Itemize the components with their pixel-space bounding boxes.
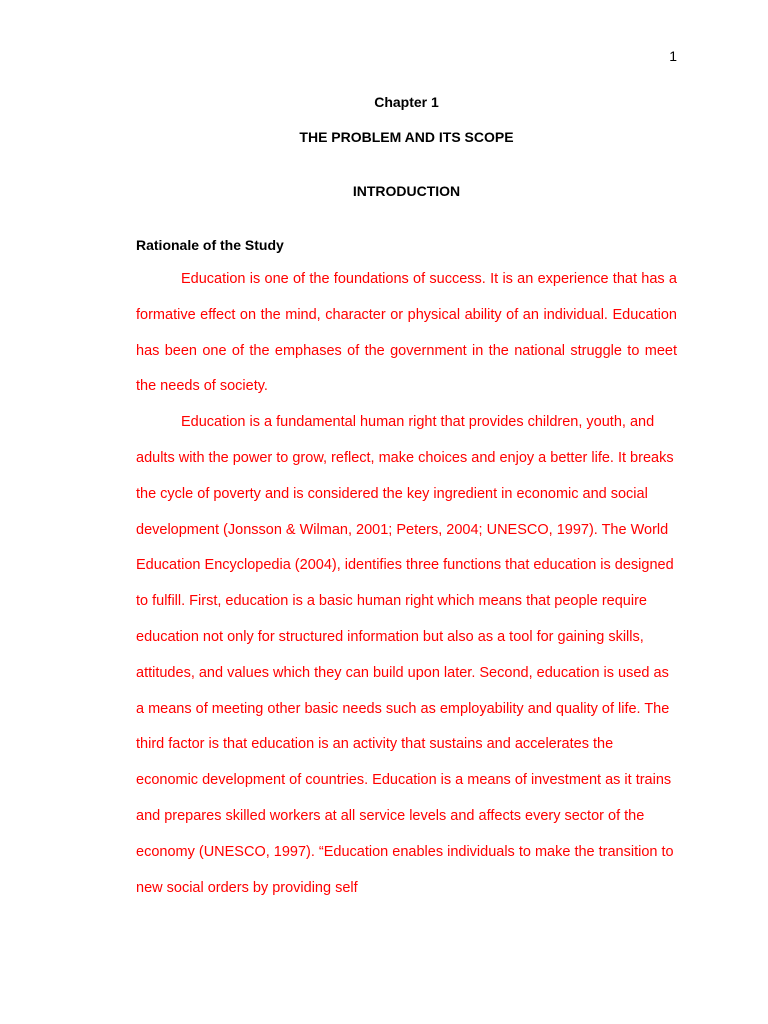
page-number: 1 [669, 48, 677, 64]
paragraph-rationale-1: Education is one of the foundations of success. It is an experience that has a formative effect on the mind, character or physical ability of an individual. Education has been one of the emphases of the government in the national struggle to meet the needs of society. [136, 271, 677, 395]
chapter-title: THE PROBLEM AND ITS SCOPE [299, 129, 514, 145]
subsection-title: Rationale of the Study [136, 237, 284, 253]
body-text [136, 262, 677, 906]
section-title: INTRODUCTION [352, 183, 461, 199]
paragraph-rationale-2: Education is a fundamental human right that provides children, youth, and adults with the power to grow, reflect, make choices and enjoy a better life. It breaks the cycle of poverty and is considered the key ingredient in economic and social development (Jonsson & Wilman, 2001; Peters, 2004; UNESCO, 1997). The World Education Encyclopedia (2004), identifies three functions that education is designed to fulfill. First, education is a basic human right which means that people require education not only for structured information but also as a tool for gaining skills, attitudes, and values which they can build upon later. Second, education is used as a means of meeting other basic needs such as employability and quality of life. The third factor is that education is an activity that sustains and accelerates the economic development of countries. Education is a means of investment as it trains and prepares skilled workers at all service levels and affects every sector of the economy (UNESCO, 1997). “Education enables individuals to make the transition to new social orders by providing self [136, 414, 674, 896]
chapter-heading: Chapter 1 [374, 94, 439, 110]
